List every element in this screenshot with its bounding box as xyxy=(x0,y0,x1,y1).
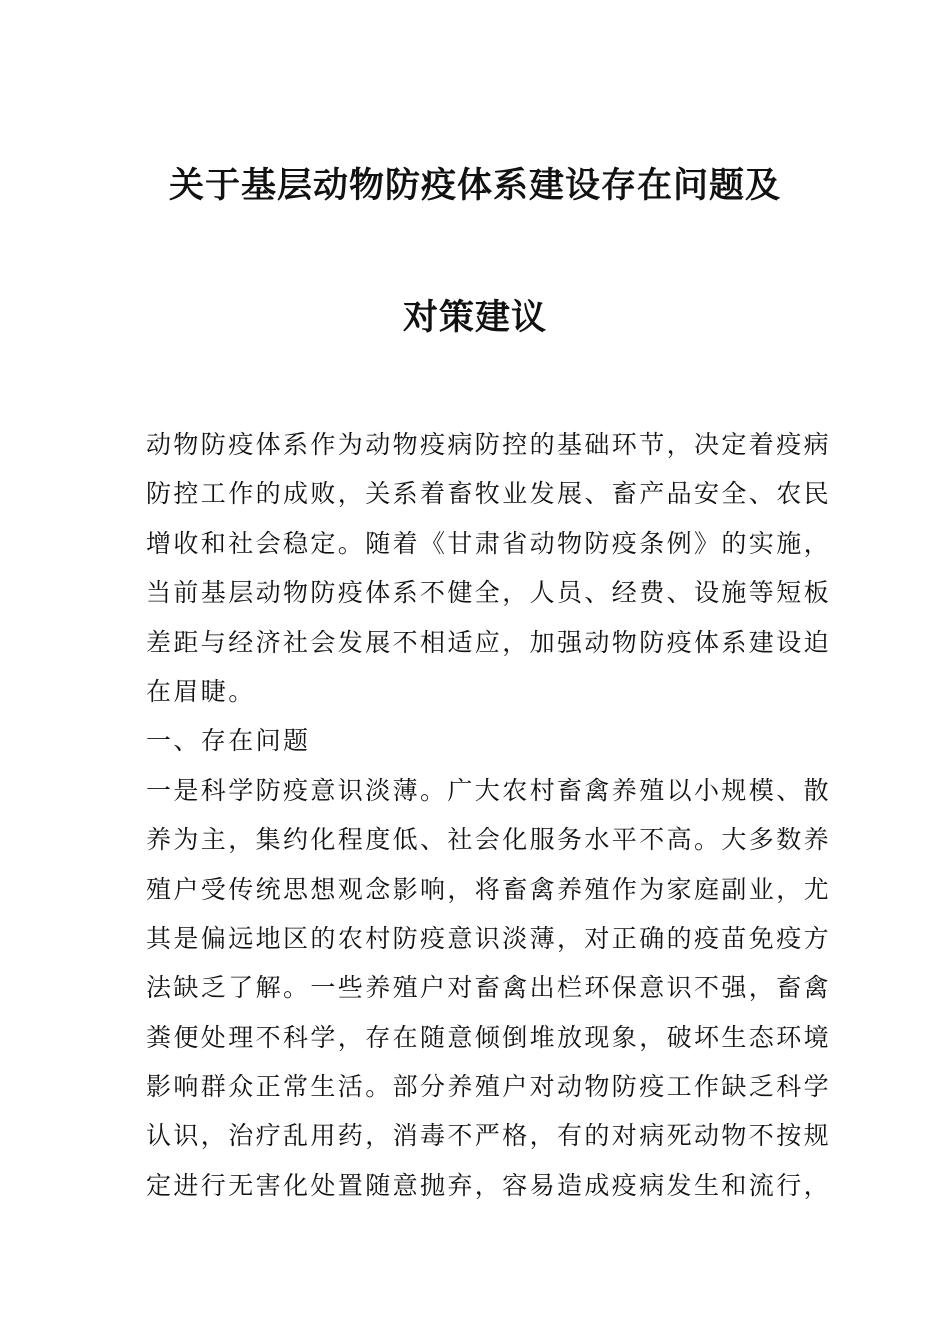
body-line: 动物防疫体系作为动物疫病防控的基础环节，决定着疫病 xyxy=(146,430,832,459)
body-line: 养为主，集约化程度低、社会化服务水平不高。大多数养 xyxy=(146,825,832,855)
body-line: 认识，治疗乱用药，消毒不严格，有的对病死动物不按规 xyxy=(146,1121,832,1151)
body-line: 增收和社会稳定。随着《甘肃省动物防疫条例》的实施， xyxy=(146,528,832,558)
section-heading: 一、存在问题 xyxy=(146,726,311,756)
body-line: 法缺乏了解。一些养殖户对畜禽出栏环保意识不强，畜禽 xyxy=(146,973,832,1003)
body-line: 殖户受传统思想观念影响，将畜禽养殖作为家庭副业，尤 xyxy=(146,874,832,904)
body-line: 其是偏远地区的农村防疫意识淡薄，对正确的疫苗免疫方 xyxy=(146,923,832,953)
body-line: 影响群众正常生活。部分养殖户对动物防疫工作缺乏科学 xyxy=(146,1072,832,1102)
body-line: 定进行无害化处置随意抛弃，容易造成疫病发生和流行， xyxy=(146,1170,832,1200)
body-line: 粪便处理不科学，存在随意倾倒堆放现象，破坏生态环境 xyxy=(146,1022,832,1052)
body-line: 在眉睫。 xyxy=(146,676,256,706)
document-body xyxy=(146,420,832,1210)
body-line: 一是科学防疫意识淡薄。广大农村畜禽养殖以小规模、散 xyxy=(146,775,832,805)
body-line: 当前基层动物防疫体系不健全，人员、经费、设施等短板 xyxy=(146,578,832,608)
document-title-line-2: 对策建议 xyxy=(402,298,547,338)
body-line: 防控工作的成败，关系着畜牧业发展、畜产品安全、农民 xyxy=(146,479,832,509)
document-title-line-1: 关于基层动物防疫体系建设存在问题及 xyxy=(168,166,781,206)
body-line: 差距与经济社会发展不相适应，加强动物防疫体系建设迫 xyxy=(146,627,832,657)
